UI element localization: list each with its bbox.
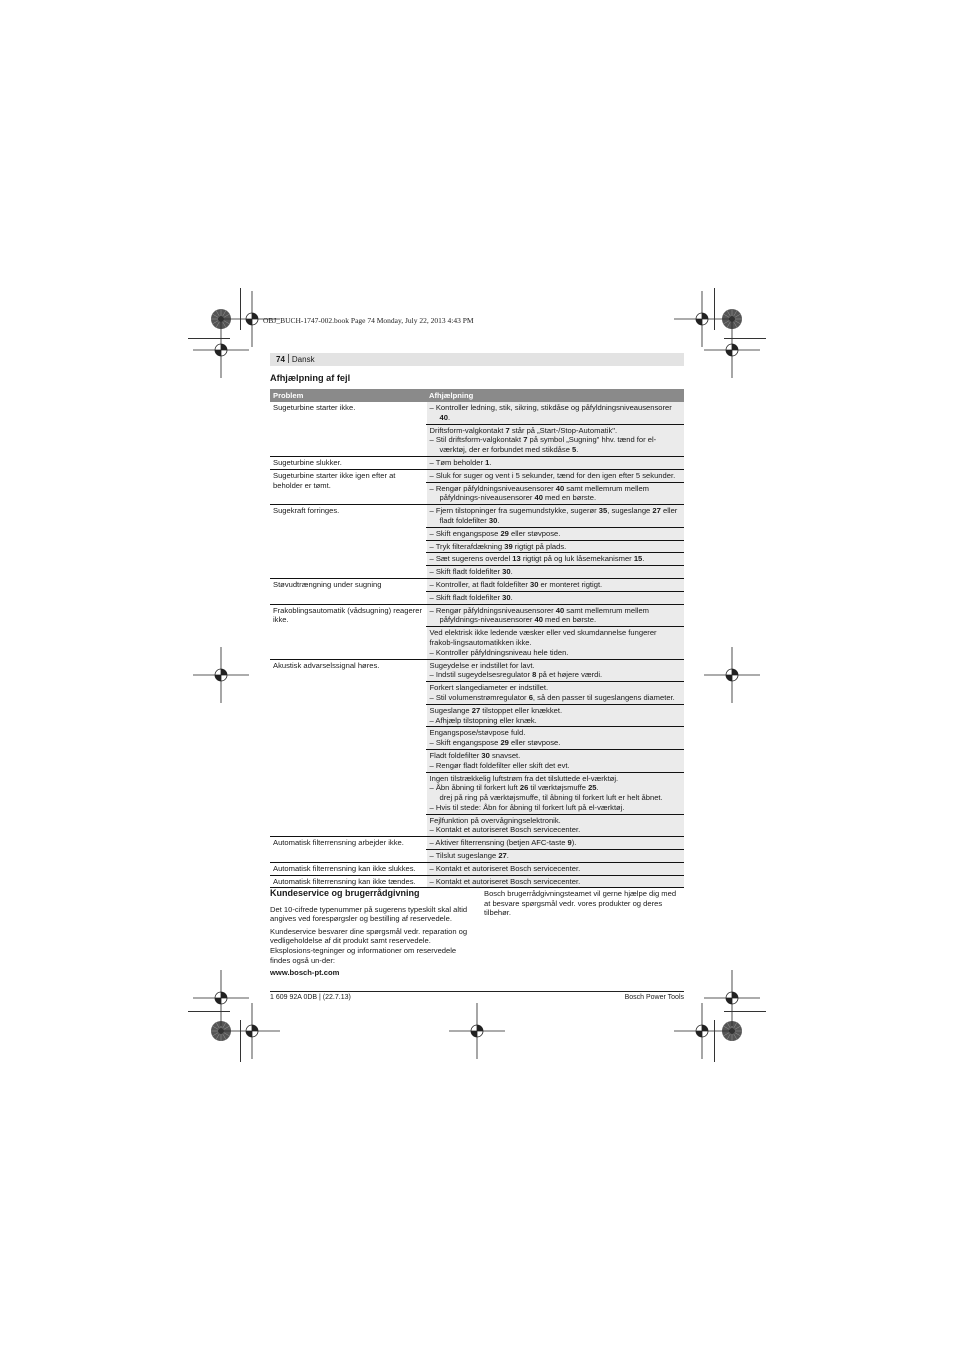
problem-cell: Sugekraft forringes. (270, 505, 426, 579)
kundeservice-p1: Det 10-cifrede typenummer på sugerens typeskilt skal altid angives ved forespørgsler og bestilling af reservedele. (270, 904, 468, 924)
problem-cell: Sugeturbine starter ikke igen efter at beholder er tømt. (270, 469, 426, 504)
problem-cell: Automatisk filterrensning kan ikke slukkes. (270, 862, 426, 875)
table-header-row (270, 389, 684, 402)
remedy-cell (426, 469, 684, 482)
remedy-bullet: – Tøm beholder 1. (429, 457, 492, 467)
advice-text: Bosch brugerrådgivningsteamet vil gerne hjælpe dig med at besvare spørgsmål vedr. vores produkter og deres tilbehør. (484, 889, 677, 918)
remedy-bullet: – Stil driftsform-valgkontakt 7 på symbol „Sugning" hhv. tænd for el-værktøj, der er forbundet med stikdåse 5. (429, 435, 657, 455)
remedy-bullet: – Rengør fladt foldefilter eller skift det evt. (429, 760, 570, 770)
table-row (270, 604, 684, 627)
remedy-bullet: – Tilslut sugeslange 27. (429, 851, 509, 861)
table-row (270, 505, 684, 528)
remedy-line: drej på ring på værktøjsmuffe, til åbning til forkert luft er helt åbnet. (439, 793, 663, 803)
remedy-cell (426, 402, 684, 424)
remedy-bullet: – Hvis til stede: Åbn for åbning til forkert luft på el-værktøj. (429, 802, 625, 812)
remedy-bullet: – Sæt sugerens overdel 13 rigtigt på og luk låsemekanismer 15. (429, 554, 645, 564)
crop-line (724, 338, 766, 339)
table-row (270, 578, 684, 591)
remedy-cell (426, 850, 684, 863)
remedy-cell (426, 814, 684, 837)
remedy-cell (426, 505, 684, 528)
remedy-line: Engangspose/støvpose fuld. (429, 728, 526, 738)
remedy-cell (426, 862, 684, 875)
table-row (270, 456, 684, 469)
remedy-bullet: – Afhjælp tilstopning eller knæk. (429, 715, 537, 725)
remedy-cell (426, 456, 684, 469)
remedy-bullet: – Skift fladt foldefilter 30. (429, 592, 513, 602)
registration-crosshair-icon (191, 645, 251, 705)
remedy-cell (426, 837, 684, 850)
table-row (270, 875, 684, 888)
table-row (270, 402, 684, 424)
crop-line (240, 1020, 241, 1062)
footer-right: Bosch Power Tools (624, 994, 684, 1001)
remedy-bullet: – Indstil sugeydelsesregulator 8 på et højere værdi. (429, 670, 603, 680)
remedy-line: Ingen tilstrækkelig luftstrøm fra det tilsluttede el-værktøj. (429, 773, 619, 783)
page-number: 74 (276, 355, 285, 364)
remedy-line: Sugeydelse er indstillet for lavt. (429, 660, 535, 670)
remedy-bullet: – Kontakt et autoriseret Bosch servicecenter. (429, 825, 581, 835)
header-remedy: Afhjælpning (426, 389, 684, 402)
remedy-cell (426, 566, 684, 579)
remedy-cell (426, 553, 684, 566)
table-row (270, 862, 684, 875)
kundeservice-section (270, 889, 470, 978)
remedy-bullet: – Skift engangspose 29 eller støvpose. (429, 738, 561, 748)
remedy-bullet: – Aktiver filterrensning (betjen AFC-taste 9). (429, 838, 577, 848)
remedy-cell (426, 540, 684, 553)
crop-line (240, 288, 241, 330)
registration-crosshair-icon (447, 1001, 507, 1061)
crop-line (714, 1020, 715, 1062)
table-row (270, 469, 684, 482)
remedy-bullet: – Fjern tilstopninger fra sugemundstykke, sugerør 35, sugeslange 27 eller fladt foldefilter 30. (429, 506, 678, 525)
remedy-bullet: – Åbn åbning til forkert luft 26 til værktøjsmuffe 25. (429, 783, 599, 793)
problem-cell: Automatisk filterrensning kan ikke tændes. (270, 875, 426, 888)
registration-crosshair-icon (191, 320, 251, 380)
remedy-cell (426, 527, 684, 540)
remedy-cell (426, 704, 684, 727)
troubleshooting-table (270, 389, 684, 888)
registration-crosshair-icon (702, 320, 762, 380)
problem-cell: Støvudtrængning under sugning (270, 578, 426, 604)
footer-rule (270, 991, 684, 992)
section-title: Afhjælpning af fejl (270, 373, 351, 383)
page-bar (270, 353, 684, 366)
problem-cell: Sugeturbine slukker. (270, 456, 426, 469)
problem-cell: Sugeturbine starter ikke. (270, 402, 426, 456)
remedy-line: Fladt foldefilter 30 snavset. (429, 750, 521, 760)
remedy-bullet: – Kontroller påfyldningsniveau hele tiden. (429, 647, 569, 657)
registration-crosshair-icon (222, 1001, 282, 1061)
page-language: Dansk (291, 355, 315, 364)
remedy-line: Sugeslange 27 tilstoppet eller knækket. (429, 705, 563, 715)
registration-crosshair-icon (672, 1001, 732, 1061)
file-header: OBJ_BUCH-1747-002.book Page 74 Monday, July 22, 2013 4:43 PM (263, 316, 474, 325)
footer-left: 1 609 92A 0DB | (22.7.13) (270, 994, 351, 1001)
remedy-bullet: – Sluk for suger og vent i 5 sekunder, tænd for den igen efter 5 sekunder. (429, 470, 676, 480)
remedy-bullet: – Rengør påfyldningsniveausensorer 40 samt mellemrum mellem påfyldnings-niveausensorer 40 med en børste. (429, 483, 649, 503)
remedy-cell (426, 749, 684, 772)
remedy-cell (426, 482, 684, 505)
remedy-bullet: – Rengør påfyldningsniveausensorer 40 samt mellemrum mellem påfyldnings-niveausensorer 40 med en børste. (429, 605, 649, 625)
remedy-bullet: – Tryk filterafdækning 39 rigtigt på plads. (429, 541, 567, 551)
crop-line (188, 1011, 230, 1012)
remedy-bullet: – Skift fladt foldefilter 30. (429, 567, 513, 577)
remedy-line: Forkert slangediameter er indstillet. (429, 683, 549, 693)
problem-cell: Frakoblingsautomatik (vådsugning) reagerer ikke. (270, 604, 426, 659)
remedy-cell (426, 424, 684, 456)
remedy-line: Fejlfunktion på overvågningselektronik. (429, 815, 561, 825)
table-row (270, 837, 684, 850)
table-row (270, 659, 684, 682)
crop-line (724, 1011, 766, 1012)
problem-cell: Akustisk advarselssignal høres. (270, 659, 426, 837)
remedy-cell (426, 659, 684, 682)
kundeservice-title: Kundeservice og brugerrådgivning (270, 888, 420, 898)
remedy-cell (426, 627, 684, 659)
advice-column (484, 889, 684, 918)
page-bar-separator (288, 354, 289, 363)
crop-line (714, 288, 715, 330)
remedy-cell (426, 875, 684, 888)
remedy-cell (426, 604, 684, 627)
header-problem: Problem (270, 389, 426, 402)
remedy-cell (426, 727, 684, 750)
remedy-bullet: – Kontakt et autoriseret Bosch servicecenter. (429, 876, 581, 886)
kundeservice-p2: Kundeservice besvarer dine spørgsmål vedr. reparation og vedligeholdelse af dit produkt samt reservedele. Eksplosions-tegninger og informationer om reservedele findes også un-der: (270, 926, 468, 965)
problem-cell: Automatisk filterrensning arbejder ikke. (270, 837, 426, 863)
remedy-bullet: – Kontroller ledning, stik, sikring, stikdåse og påfyldningsniveausensorer 40. (429, 403, 672, 422)
remedy-line: Ved elektrisk ikke ledende væsker eller ved skumdannelse fungerer frakob-lingsautomatikken ikke. (429, 628, 657, 647)
registration-crosshair-icon (702, 645, 762, 705)
bosch-url-link[interactable]: www.bosch-pt.com (270, 968, 340, 978)
remedy-bullet: – Skift engangspose 29 eller støvpose. (429, 528, 561, 538)
remedy-cell (426, 682, 684, 705)
remedy-cell (426, 591, 684, 604)
remedy-bullet: – Kontakt et autoriseret Bosch servicecenter. (429, 863, 581, 873)
remedy-line: Driftsform-valgkontakt 7 står på „Start-/Stop-Automatik". (429, 425, 618, 435)
remedy-cell (426, 578, 684, 591)
table-body (270, 402, 684, 888)
remedy-bullet: – Kontroller, at fladt foldefilter 30 er monteret rigtigt. (429, 579, 603, 589)
remedy-bullet: – Stil volumenstrømregulator 6, så den passer til sugeslangens diameter. (429, 692, 675, 702)
crop-line (188, 338, 230, 339)
remedy-cell (426, 772, 684, 814)
